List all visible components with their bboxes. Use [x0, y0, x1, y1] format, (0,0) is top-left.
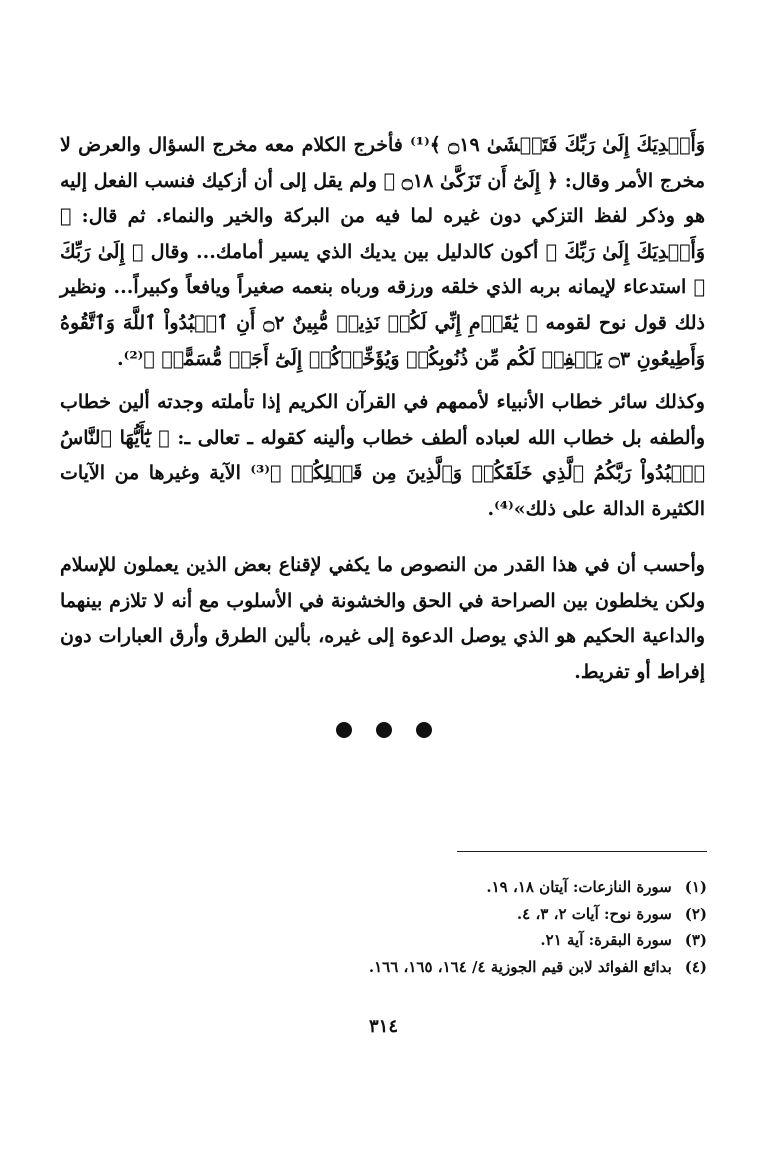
footnote-text: بدائع الفوائد لابن قيم الجوزية ٤/ ١٦٤، ١٦٥، ١٦٦. [368, 957, 672, 976]
footnote-1 [62, 874, 707, 901]
footnote-number: (٢) [684, 904, 707, 923]
page-number: ٣١٤ [368, 1016, 398, 1037]
footnote-separator [457, 851, 707, 852]
footnote-3 [62, 927, 707, 954]
footnote-text: سورة نوح: آيات ٢، ٣، ٤. [516, 904, 672, 923]
paragraph-text: وكذلك سائر خطاب الأنبياء لأممهم في القرآن الكريم إذا تأملته وجدته ألين خطاب وألطفه بل خطاب الله لعباده ألطف خطاب وألينه كقوله ـ تعالى ـ: ﴿ يَٰٓأَيُّهَا ٱلنَّاسُ ٱعۡبُدُواْ رَبَّكُمُ ٱلَّذِي خَلَقَكُمۡ وَٱلَّذِينَ مِن قَبۡلِكُمۡ ﴾⁽³⁾ الآية وغيرها من الآيات الكثيرة الدالة على ذلك»⁽⁴⁾. [60, 391, 705, 520]
paragraph-2 [60, 385, 705, 527]
paragraph-1 [60, 128, 705, 377]
divider-dot-icon [336, 722, 352, 738]
footnote-2 [62, 901, 707, 928]
footnote-text: سورة النازعات: آيتان ١٨، ١٩. [486, 878, 672, 896]
divider-dot-icon [376, 722, 392, 738]
footnote-4 [62, 954, 707, 981]
footnotes [62, 874, 707, 980]
divider-dot-icon [416, 722, 432, 738]
footnote-number: (٤) [684, 957, 707, 976]
footnote-number: (١) [684, 878, 707, 896]
footnote-text: سورة البقرة: آية ٢١. [540, 931, 672, 949]
paragraph-3 [60, 548, 705, 690]
paragraph-text: وَأَهۡدِيَكَ إِلَىٰ رَبِّكَ فَتَخۡشَىٰ ۝١٩ ﴾⁽¹⁾ فأخرج الكلام معه مخرج السؤال والعرض لا مخرج الأمر وقال: ﴿ إِلَىٰٓ أَن تَزَكَّىٰ ۝١٨ ﴾ ولم يقل إلى أن أزكيك فنسب الفعل إليه هو وذكر لفظ التزكي دون غيره لما فيه من البركة والخير والنماء. ثم قال: ﴿ وَأَهۡدِيَكَ إِلَىٰ رَبِّكَ ﴾ أكون كالدليل بين يديك الذي يسير أمامك... وقال ﴿ إِلَىٰ رَبِّكَ ﴾ استدعاء لإيمانه بربه الذي خلقه ورزقه ورباه بنعمه صغيراً ويافعاً وكبيراً... ونظير ذلك قول نوح لقومه ﴿ يَٰقَوۡمِ إِنِّي لَكُمۡ نَذِيرٞ مُّبِينٌ ۝٢ أَنِ ٱعۡبُدُواْ ٱللَّهَ وَٱتَّقُوهُ وَأَطِيعُونِ ۝٣ يَغۡفِرۡ لَكُم مِّن ذُنُوبِكُمۡ وَيُؤَخِّرۡكُمۡ إِلَىٰٓ أَجَلٖ مُّسَمًّىۚ ﴾⁽²⁾. [60, 134, 706, 370]
section-divider [0, 722, 767, 738]
paragraph-text: وأحسب أن في هذا القدر من النصوص ما يكفي لإقناع بعض الذين يعملون للإسلام ولكن يخلطون بين الصراحة في الحق والخشونة في الأسلوب مع أنه لا تلازم بينهما والداعية الحكيم هو الذي يوصل الدعوة إلى غيره، بألين الطرق وأرق العبارات دون إفراط أو تفريط. [60, 554, 705, 683]
footnote-number: (٣) [684, 931, 707, 949]
